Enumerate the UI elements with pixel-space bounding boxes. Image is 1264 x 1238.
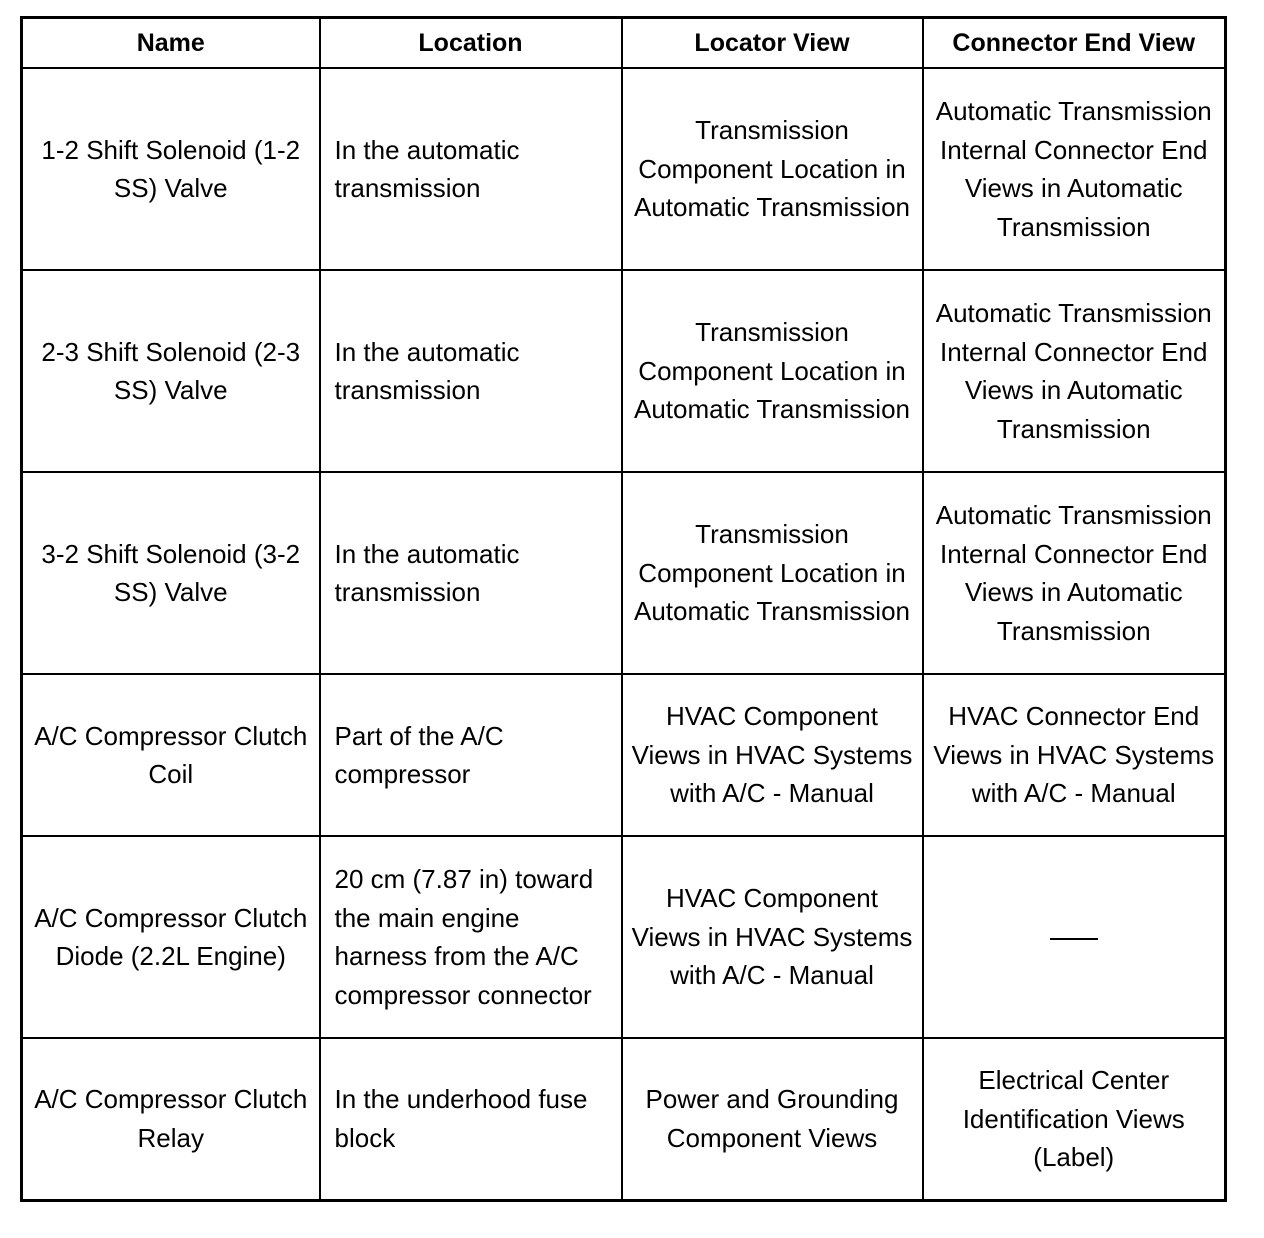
table-row [22,1038,1226,1200]
cell-location: In the automatic transmission [320,68,622,270]
header-name: Name [22,18,320,69]
cell-connector-end-view [923,836,1226,1038]
cell-name: 3-2 Shift Solenoid (3-2 SS) Valve [22,472,320,674]
cell-locator-view: HVAC Component Views in HVAC Systems with A/C - Manual [622,836,923,1038]
cell-location: In the automatic transmission [320,472,622,674]
component-locator-table [20,16,1227,1202]
table-row [22,836,1226,1038]
cell-connector-end-view: Automatic Transmission Internal Connector End Views in Automatic Transmission [923,472,1226,674]
header-row [22,18,1226,69]
cell-location: 20 cm (7.87 in) toward the main engine harness from the A/C compressor connector [320,836,622,1038]
cell-locator-view: Transmission Component Location in Automatic Transmission [622,270,923,472]
cell-name: A/C Compressor Clutch Coil [22,674,320,836]
cell-locator-view: Power and Grounding Component Views [622,1038,923,1200]
table-row [22,270,1226,472]
cell-connector-end-view: Automatic Transmission Internal Connector End Views in Automatic Transmission [923,270,1226,472]
cell-location: In the automatic transmission [320,270,622,472]
cell-name: 1-2 Shift Solenoid (1-2 SS) Valve [22,68,320,270]
cell-connector-end-view: Automatic Transmission Internal Connector End Views in Automatic Transmission [923,68,1226,270]
cell-locator-view: Transmission Component Location in Automatic Transmission [622,68,923,270]
table-row [22,674,1226,836]
cell-name: A/C Compressor Clutch Relay [22,1038,320,1200]
cell-connector-end-view: HVAC Connector End Views in HVAC Systems with A/C - Manual [923,674,1226,836]
cell-location: Part of the A/C compressor [320,674,622,836]
header-locator-view: Locator View [622,18,923,69]
cell-locator-view: Transmission Component Location in Automatic Transmission [622,472,923,674]
cell-locator-view: HVAC Component Views in HVAC Systems with A/C - Manual [622,674,923,836]
header-location: Location [320,18,622,69]
cell-name: A/C Compressor Clutch Diode (2.2L Engine) [22,836,320,1038]
header-connector-end-view: Connector End View [923,18,1226,69]
table-row [22,68,1226,270]
empty-dash [1050,938,1098,940]
cell-location: In the underhood fuse block [320,1038,622,1200]
cell-name: 2-3 Shift Solenoid (2-3 SS) Valve [22,270,320,472]
table-row [22,472,1226,674]
cell-connector-end-view: Electrical Center Identification Views (Label) [923,1038,1226,1200]
